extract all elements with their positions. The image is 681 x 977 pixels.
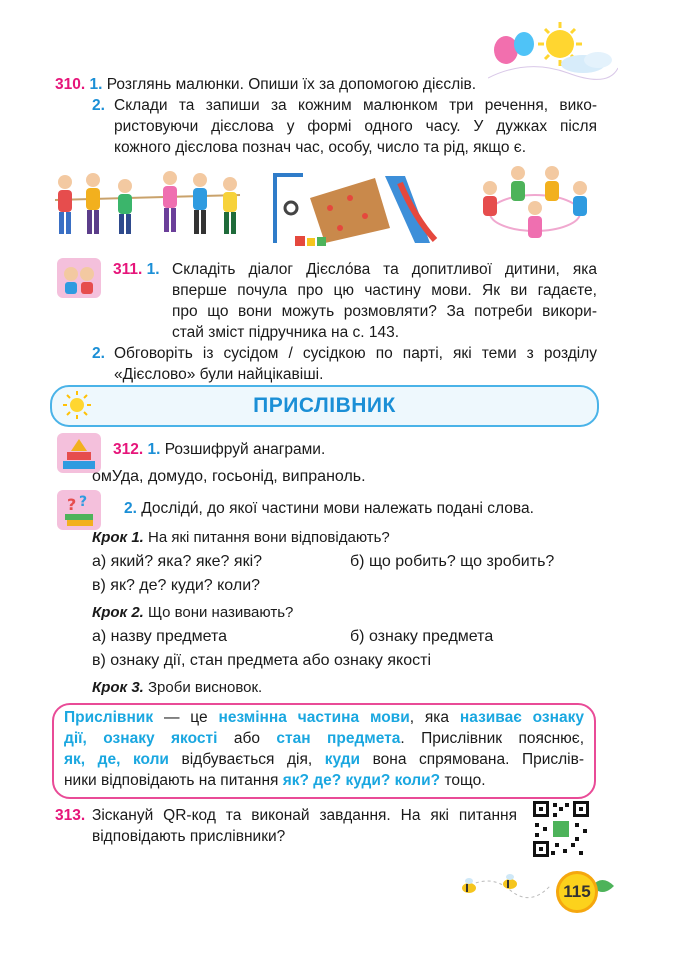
ex311-item2-num: 2. — [92, 345, 105, 362]
ex312-number: 312. — [113, 441, 144, 458]
definition-text-4: відбувається дія, — [168, 751, 325, 768]
step3-label: Крок 3. — [92, 679, 144, 696]
ex311-item1-line1: Складіть діалог Дієсло́ва та допитливої дитини, яка — [172, 261, 597, 278]
ex312-item1 — [113, 440, 325, 460]
ex311-nums — [113, 260, 160, 280]
playground-illustration — [265, 168, 440, 250]
definition-box — [52, 703, 596, 799]
section-title: ПРИСЛІВНИК — [253, 394, 396, 417]
balloons-sun-decoration — [488, 18, 618, 88]
ex310-item2-num-wrap — [92, 96, 105, 116]
ex310-number: 310. — [55, 76, 86, 93]
definition-keyword-2: називає ознаку — [459, 709, 584, 726]
bees-decoration — [455, 868, 555, 904]
definition-keyword-4: стан предмета — [276, 730, 401, 747]
definition-text-7: тощо. — [440, 772, 486, 789]
step1-option-b: б) що робить? що зробить? — [350, 553, 555, 570]
ex312-step3 — [92, 678, 262, 698]
ex311-item2-line1: Обговоріть із сусідом / сусідкою по парті, які теми з розділу — [114, 345, 597, 362]
definition-keyword-1: незмінна частина мови — [218, 709, 410, 726]
ex312-item2-text: Досліди́, до якої частини мови належать подані слова. — [141, 500, 534, 517]
definition-text-6: ники відповідають на питання — [64, 772, 283, 789]
definition-text-1: , яка — [409, 709, 460, 726]
kids-tug-of-war-illustration — [45, 160, 250, 250]
question-books-icon — [57, 490, 101, 530]
step1-label: Крок 1. — [92, 529, 144, 546]
ex310-item1-text: Розглянь малюнки. Опиши їх за допомогою дієслів. — [106, 76, 477, 93]
kids-talking-icon — [57, 258, 101, 298]
ex311-item1-line3: про що вони можуть розмовляти? За потреби викори- — [172, 303, 597, 320]
step1-option-a: а) який? яка? яке? які? — [92, 553, 263, 570]
ex310-item2-line2: ристовуючи дієслова у формі одного часу. У дужках після — [114, 118, 597, 135]
ex313-line1 — [55, 806, 85, 826]
ex312-step1 — [92, 528, 390, 548]
definition-keyword-5: як, де, коли — [64, 751, 169, 768]
ex312-item1-text: Розшифруй анаграми. — [164, 441, 326, 458]
ex311-item1-num: 1. — [146, 261, 160, 278]
definition-keyword-6: куди — [324, 751, 361, 768]
definition-text-2: або — [217, 730, 277, 747]
ex311-number: 311. — [113, 261, 143, 278]
section-header — [50, 385, 599, 427]
definition-keyword-7: як? де? куди? коли? — [282, 772, 441, 789]
step1-option-c: в) як? де? куди? коли? — [92, 577, 261, 594]
page-number: 115 — [556, 871, 598, 913]
ex311-item2-num-wrap — [92, 344, 105, 364]
ex312-step2 — [92, 603, 293, 623]
step2-option-c: в) ознаку дії, стан предмета або ознаку якості — [92, 652, 431, 669]
step1-text: На які питання вони відповідають? — [148, 529, 390, 546]
definition-text-5: вона спрямована. Прислів- — [360, 751, 584, 768]
ex313-text-line2: відповідають прислівники? — [92, 828, 286, 845]
definition-text-3: . Прислівник пояснює, — [400, 730, 585, 747]
definition-term: Прислівник — [64, 709, 154, 726]
step2-option-a: а) назву предмета — [92, 628, 228, 645]
ex310-item2-line1: Склади та запиши за кожним малюнком три речення, вико- — [114, 97, 597, 114]
ex310-item2-line3: кожного дієслова познач час, особу, число та рід, якщо є. — [114, 139, 526, 156]
kids-circle-dance-illustration — [470, 158, 600, 250]
ex311-item1-line4: стай зміст підручника на с. 143. — [172, 324, 400, 341]
ex313-text-line1: Зіскануй QR-код та виконай завдання. На які питання — [92, 807, 517, 824]
ex311-item2-line2: «Дієслово» були найцікавіші. — [114, 366, 324, 383]
ex312-item1-num: 1. — [147, 441, 161, 458]
ex312-item2 — [124, 499, 534, 519]
step2-text: Що вони називають? — [148, 604, 294, 621]
ex310-item1-num: 1. — [89, 76, 103, 93]
ex312-anagrams: омУда, домудо, госьонід, випраноль. — [92, 468, 366, 485]
ex310-item2-num: 2. — [92, 97, 105, 114]
step2-label: Крок 2. — [92, 604, 144, 621]
definition-line1 — [64, 708, 584, 728]
definition-dash: — це — [153, 709, 219, 726]
step3-text: Зроби висновок. — [148, 679, 263, 696]
ex313-number: 313. — [55, 807, 86, 824]
ex310-item1 — [55, 75, 476, 95]
definition-keyword-3: дії, ознаку якості — [64, 730, 218, 747]
definition-line2 — [64, 729, 584, 749]
definition-line4 — [64, 771, 486, 791]
qr-code-icon — [531, 799, 591, 859]
svg-text:?: ? — [79, 494, 88, 510]
definition-line3 — [64, 750, 584, 770]
step2-option-b: б) ознаку предмета — [350, 628, 494, 645]
svg-text:?: ? — [67, 495, 77, 514]
ex312-item2-num: 2. — [124, 500, 137, 517]
ex311-item1-line2: вперше почула про цю частину мови. Як ви гадаєте, — [172, 282, 597, 299]
